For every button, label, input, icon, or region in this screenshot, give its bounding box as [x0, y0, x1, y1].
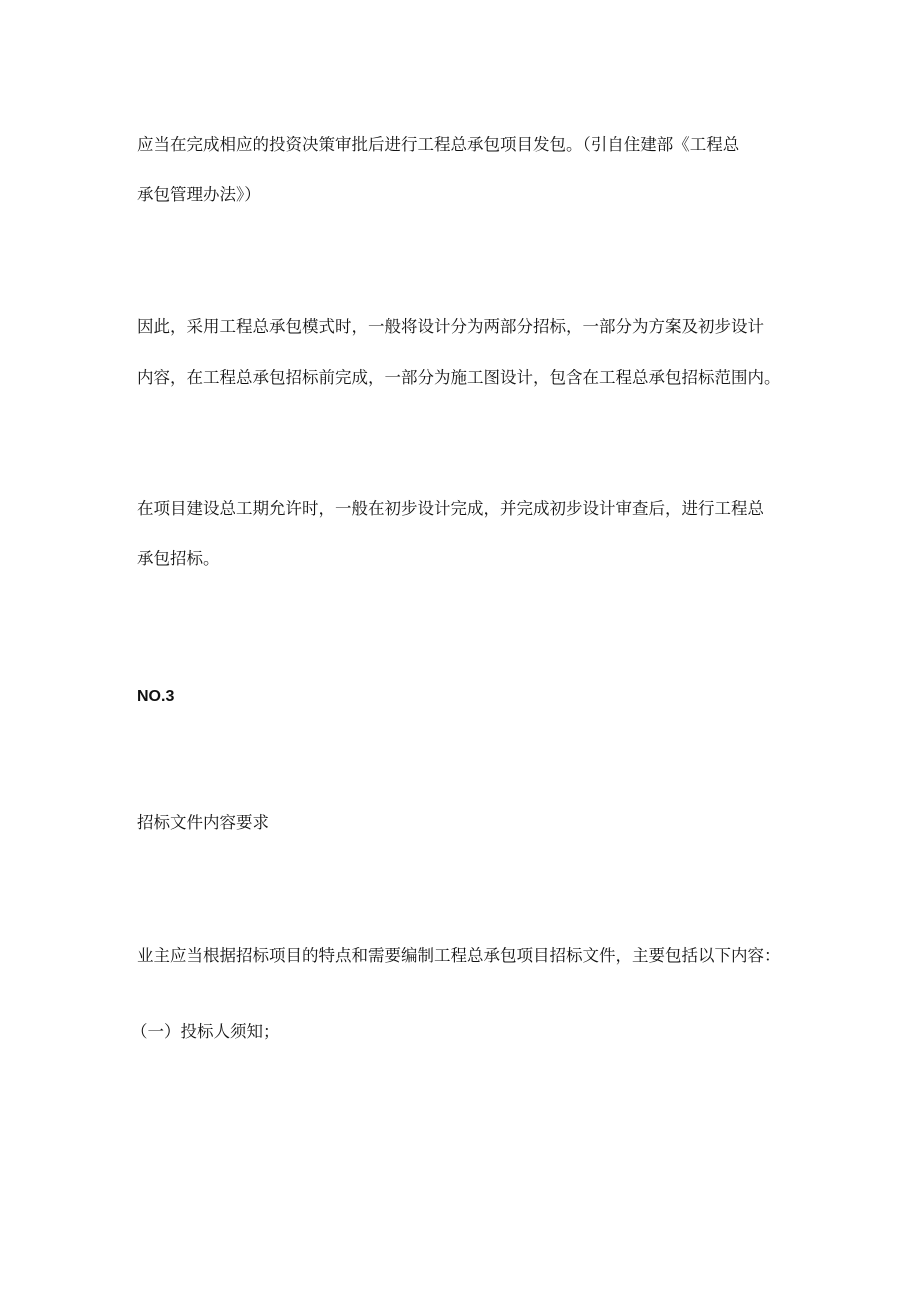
list-item: （一）投标人须知； [131, 1022, 280, 1041]
section-title: 招标文件内容要求 [137, 813, 269, 832]
paragraph-3-line-1: 在项目建设总工期允许时，一般在初步设计完成，并完成初步设计审查后，进行工程总 [137, 499, 764, 518]
paragraph-2-line-1: 因此，采用工程总承包模式时，一般将设计分为两部分招标，一部分为方案及初步设计 [137, 317, 764, 336]
body-intro: 业主应当根据招标项目的特点和需要编制工程总承包项目招标文件，主要包括以下内容： [137, 946, 781, 965]
paragraph-1-line-1: 应当在完成相应的投资决策审批后进行工程总承包项目发包。（引自住建部《工程总 [137, 135, 740, 154]
paragraph-1-line-2: 承包管理办法》） [137, 185, 261, 204]
section-number: NO.3 [137, 688, 175, 705]
paragraph-2-line-2: 内容，在工程总承包招标前完成，一部分为施工图设计，包含在工程总承包招标范围内。 [137, 368, 781, 387]
paragraph-3-line-2: 承包招标。 [137, 549, 220, 568]
